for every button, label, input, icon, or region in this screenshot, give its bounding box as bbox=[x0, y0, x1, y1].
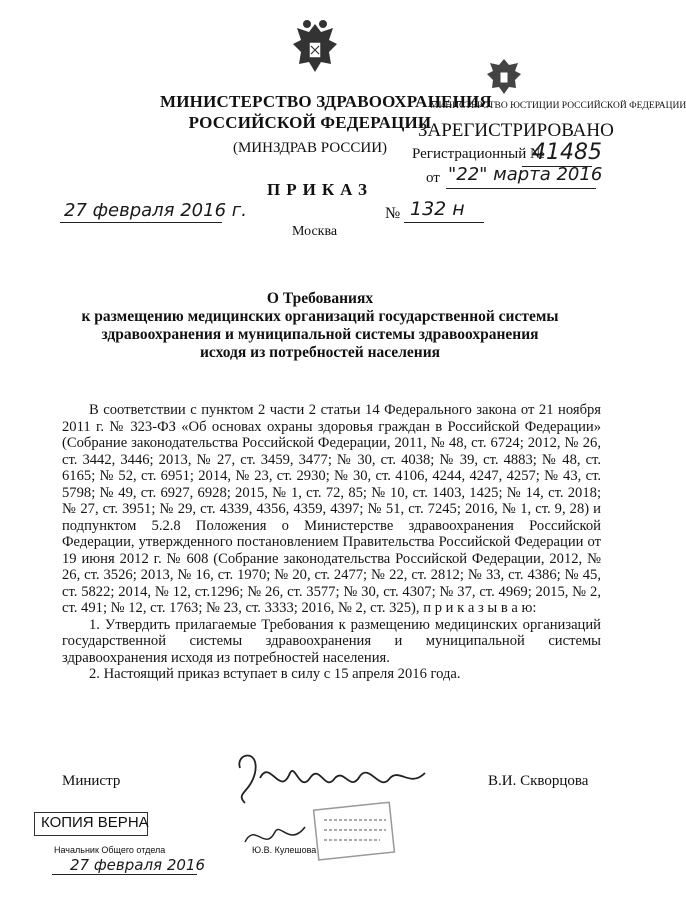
copy-stamp-role: Начальник Общего отдела bbox=[54, 845, 166, 855]
signature-name: В.И. Скворцова bbox=[488, 773, 589, 789]
order-number-value: 132 н bbox=[410, 198, 465, 220]
justice-ministry-label: МИНИСТЕРСТВО ЮСТИЦИИ РОССИЙСКОЙ ФЕДЕРАЦИИ bbox=[430, 101, 686, 111]
subject-line-2: к размещению медицинских организаций государственной системы bbox=[81, 308, 559, 325]
registration-date-value: "22" марта 2016 bbox=[448, 164, 603, 185]
registered-label: ЗАРЕГИСТРИРОВАНО bbox=[418, 120, 614, 141]
body-command-word: п р и к а з ы в а ю: bbox=[423, 600, 537, 616]
order-number-rule bbox=[404, 222, 484, 223]
registration-number-label: Регистрационный № bbox=[412, 146, 545, 162]
copy-stamp-signature bbox=[240, 817, 310, 862]
subject-line-3: здравоохранения и муниципальной системы здравоохранения bbox=[101, 326, 539, 343]
signature-position: Министр bbox=[62, 773, 121, 789]
copy-stamp-date-rule bbox=[52, 874, 197, 875]
copy-stamp-name: Ю.В. Кулешова bbox=[252, 845, 317, 855]
order-date-rule bbox=[60, 222, 222, 223]
order-city: Москва bbox=[292, 224, 338, 239]
body-main-text: В соответствии с пунктом 2 части 2 статьи 14 Федерального закона от 21 ноября 2011 г. № 323-ФЗ «Об основах охраны здоровья граждан в Российской Федерации» (Собрание законодательства Российской Федерации, 2011, № 48, ст. 6724; 2012, № 26, ст. 3442, 3446; 2013, № 27, ст. 3459, 3477; № 30, ст. 4038; № 39, ст. 4883; № 48, ст. 6165; № 52, ст. 6951; 2014, № 23, ст. 2930; № 30, ст. 4106, 4244, 4247, 4257; № 43, ст. 5798; № 49, ст. 6927, 6928; 2015, № 1, ст. 72, 85; № 10, ст. 1403, 1425; № 14, ст. 2018; № 27, ст. 3951; № 29, ст. 4339, 4356, 4359, 4397; № 51, ст. 7245; 2016, № 1, ст. 9, 28) и подпунктом 5.2.8 Положения о Министерстве здравоохранения Российской Федерации, утвержденного постановлением Правительства Российской Федерации от 19 июня 2012 г. № 608 (Собрание законодательства Российской Федерации, 2012, № 26, ст. 3526; 2013, № 16, ст. 1970; № 20, ст. 2477; № 22, ст. 2812; № 33, ст. 4386; № 45, ст. 5822; 2014, № 12, ст.1296; № 26, ст. 3577; № 30, ст. 4307; № 37, ст. 4969; 2015, № 2, ст. 491; № 12, ст. 1763; № 23, ст. 3333; 2016, № 2, ст. 325), bbox=[62, 402, 601, 616]
ministry-name-line1: МИНИСТЕРСТВО ЗДРАВООХРАНЕНИЯ bbox=[160, 92, 492, 111]
order-subject bbox=[0, 290, 640, 362]
subject-line-4: исходя из потребностей населения bbox=[199, 344, 441, 361]
body-main-paragraph bbox=[62, 402, 601, 617]
order-number-prefix: № bbox=[385, 205, 401, 222]
body-item-2: 2. Настоящий приказ вступает в силу с 15 апреля 2016 года. bbox=[89, 666, 461, 682]
copy-stamp-box bbox=[34, 812, 148, 836]
ministry-name-line2: РОССИЙСКОЙ ФЕДЕРАЦИИ bbox=[188, 113, 432, 132]
order-body bbox=[62, 402, 601, 683]
registration-date-prefix: от bbox=[426, 170, 440, 186]
registration-number-value: 41485 bbox=[532, 140, 602, 165]
copy-stamp-date: 27 февраля 2016 bbox=[70, 856, 206, 874]
subject-line-1: О Требованиях bbox=[266, 290, 374, 307]
body-item-1: 1. Утвердить прилагаемые Требования к размещению медицинских организаций государственной системы здравоохранения и муниципальной системы здравоохранения исходя из потребностей населения. bbox=[62, 616, 601, 666]
copy-stamp-title: КОПИЯ ВЕРНА bbox=[41, 814, 149, 831]
order-title: ПРИКАЗ bbox=[267, 180, 373, 199]
official-seal bbox=[310, 800, 400, 867]
registration-date-rule bbox=[446, 188, 596, 189]
ministry-short-name: (МИНЗДРАВ РОССИИ) bbox=[232, 140, 388, 156]
justice-emblem-icon bbox=[484, 55, 524, 97]
state-emblem-icon bbox=[287, 18, 343, 78]
order-date-handwritten: 27 февраля 2016 г. bbox=[64, 200, 247, 221]
